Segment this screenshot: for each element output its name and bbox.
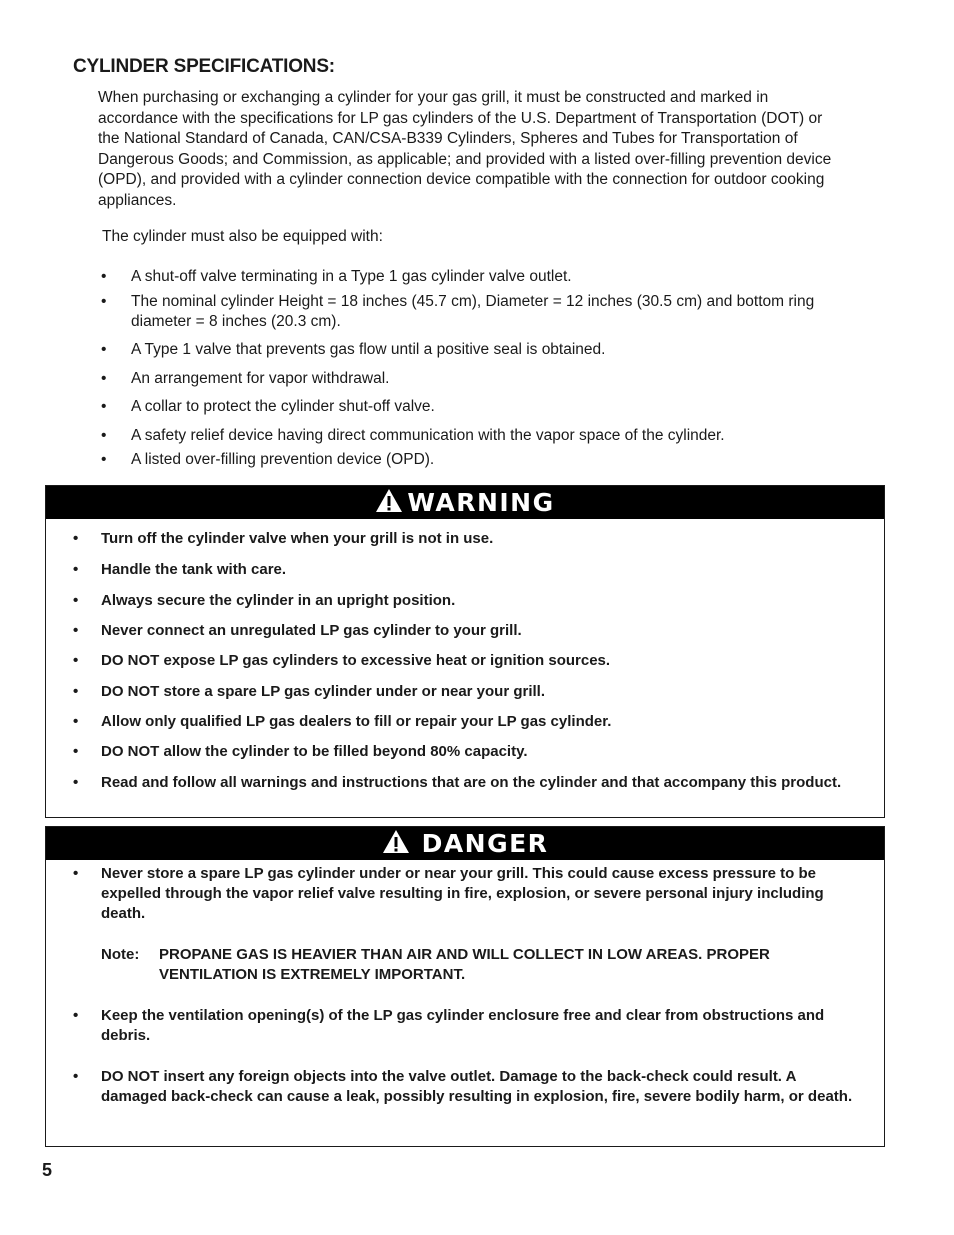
- warning-item-text: Always secure the cylinder in an upright position.: [101, 592, 456, 609]
- bullet: •: [101, 341, 107, 358]
- warning-item-text: DO NOT store a spare LP gas cylinder under or near your grill.: [101, 683, 546, 700]
- equipment-intro: The cylinder must also be equipped with:: [102, 228, 383, 245]
- list-item-text: A shut-off valve terminating in a Type 1 gas cylinder valve outlet.: [131, 268, 572, 285]
- bullet: •: [101, 398, 107, 415]
- warning-item-text: DO NOT expose LP gas cylinders to excessive heat or ignition sources.: [101, 652, 611, 669]
- danger-box: [45, 826, 885, 1147]
- list-item-text: An arrangement for vapor withdrawal.: [131, 370, 390, 387]
- warning-triangle-icon: [375, 488, 403, 518]
- bullet: •: [73, 530, 79, 547]
- bullet: •: [73, 1007, 79, 1024]
- warning-item-text: Handle the tank with care.: [101, 561, 287, 578]
- bullet: •: [73, 743, 79, 760]
- danger-title: DANGER: [421, 829, 549, 858]
- bullet: •: [101, 427, 107, 444]
- section-heading: CYLINDER SPECIFICATIONS:: [73, 56, 335, 77]
- bullet: •: [101, 293, 107, 310]
- intro-paragraph: When purchasing or exchanging a cylinder for your gas grill, it must be constructed and marked in accordance with the specifications for LP gas cylinders of the U.S. Department of Transportation (DOT) or the National Standard of Canada, CAN/CSA-B339 Cylinders, Spheres and Tubes for Transportation of Dangerous Goods; and Commission, as applicable; and provided with a listed over-filling prevention device (OPD), and provided with a cylinder connection device compatible with the connection for outdoor cooking appliances.: [98, 89, 832, 209]
- bullet: •: [73, 683, 79, 700]
- warning-title: WARNING: [407, 488, 555, 517]
- list-item-text: A safety relief device having direct communication with the vapor space of the cylinder.: [131, 427, 725, 444]
- list-item-text: The nominal cylinder Height = 18 inches (45.7 cm), Diameter = 12 inches (30.5 cm) and bottom ring diameter = 8 inches (20.3 cm).: [131, 293, 815, 330]
- danger-banner: [46, 827, 884, 860]
- warning-banner: [46, 486, 884, 519]
- bullet: •: [73, 622, 79, 639]
- list-item-text: A Type 1 valve that prevents gas flow until a positive seal is obtained.: [131, 341, 606, 358]
- note-label: Note:: [101, 946, 140, 963]
- warning-box: [45, 485, 885, 818]
- list-item-text: A collar to protect the cylinder shut-off valve.: [131, 398, 435, 415]
- bullet: •: [101, 451, 107, 468]
- bullet: •: [101, 268, 107, 285]
- bullet: •: [73, 713, 79, 730]
- danger-item-text: Keep the ventilation opening(s) of the LP gas cylinder enclosure free and clear from obstructions and debris.: [101, 1007, 825, 1044]
- note-text: PROPANE GAS IS HEAVIER THAN AIR AND WILL COLLECT IN LOW AREAS. PROPER VENTILATION IS EXTREMELY IMPORTANT.: [159, 946, 770, 983]
- danger-item-text: Never store a spare LP gas cylinder under or near your grill. This could cause excess pressure to be expelled through the vapor relief valve resulting in fire, explosion, or severe personal injury including death.: [101, 865, 824, 922]
- bullet: •: [73, 561, 79, 578]
- bullet: •: [73, 652, 79, 669]
- bullet: •: [73, 592, 79, 609]
- warning-item-text: Read and follow all warnings and instructions that are on the cylinder and that accompany this product.: [101, 774, 842, 791]
- bullet: •: [101, 370, 107, 387]
- bullet: •: [73, 774, 79, 791]
- warning-item-text: Never connect an unregulated LP gas cylinder to your grill.: [101, 622, 522, 639]
- warning-triangle-icon: [382, 829, 410, 859]
- page-number: 5: [42, 1160, 53, 1180]
- warning-item-text: DO NOT allow the cylinder to be filled beyond 80% capacity.: [101, 743, 528, 760]
- warning-item-text: Allow only qualified LP gas dealers to fill or repair your LP gas cylinder.: [101, 713, 612, 730]
- danger-item-text: DO NOT insert any foreign objects into the valve outlet. Damage to the back-check could result. A damaged back-check can cause a leak, possibly resulting in explosion, fire, severe bodily harm, or death.: [101, 1068, 853, 1105]
- bullet: •: [73, 865, 79, 882]
- warning-item-text: Turn off the cylinder valve when your grill is not in use.: [101, 530, 494, 547]
- bullet: •: [73, 1068, 79, 1085]
- list-item-text: A listed over-filling prevention device (OPD).: [131, 451, 435, 468]
